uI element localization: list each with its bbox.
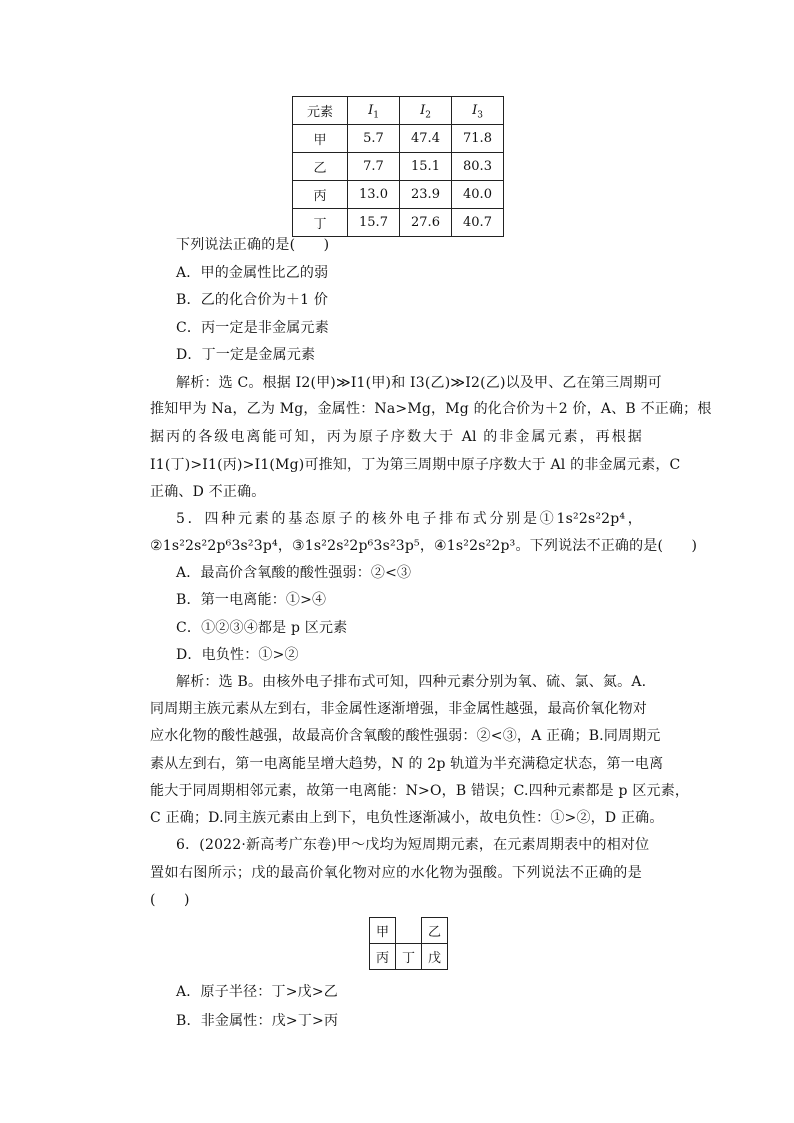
table-row bbox=[293, 181, 504, 209]
table-row bbox=[293, 153, 504, 181]
table-cell: 40.7 bbox=[452, 209, 504, 237]
analysis-line: I1(丁)>I1(丙)>I1(Mg)可推知，丁为第三周期中原子序数大于 Al 的非金属元素，C bbox=[150, 457, 681, 473]
option-a: A．原子半径：丁>戊>乙 bbox=[176, 984, 338, 1000]
table-cell: 80.3 bbox=[452, 153, 504, 181]
table-cell: 丁 bbox=[293, 209, 348, 237]
table-header-cell: $I_3$ bbox=[452, 97, 504, 125]
analysis-line: 解析：选 C。根据 I2(甲)≫I1(甲)和 I3(乙)≫I2(乙)以及甲、乙在第三周期可 bbox=[176, 375, 662, 391]
table-header-row bbox=[293, 97, 504, 125]
grid-row bbox=[370, 918, 448, 944]
grid-cell: 乙 bbox=[422, 918, 448, 944]
analysis-line: 正确、D 不正确。 bbox=[150, 484, 266, 500]
table-cell: 47.4 bbox=[400, 125, 452, 153]
grid-cell: 甲 bbox=[370, 918, 396, 944]
option-a: A．甲的金属性比乙的弱 bbox=[176, 265, 329, 281]
table-cell: 27.6 bbox=[400, 209, 452, 237]
option-b: B．非金属性：戊>丁>丙 bbox=[176, 1013, 339, 1029]
grid-cell: 戊 bbox=[422, 944, 448, 970]
question-5-stem: ②1s²2s²2p⁶3s²3p⁴，③1s²2s²2p⁶3s²3p⁵，④1s²2s²2p³。下列说法不正确的是( ) bbox=[150, 538, 698, 554]
analysis-line: 素从左到右，第一电离能呈增大趋势，N 的 2p 轨道为半充满稳定状态，第一电离 bbox=[150, 756, 664, 772]
table-cell: 23.9 bbox=[400, 181, 452, 209]
table-header-cell: $I_1$ bbox=[348, 97, 400, 125]
question-6-stem: ( ) bbox=[150, 892, 190, 908]
question-4-stem: 下列说法正确的是( ) bbox=[176, 237, 330, 253]
grid-row bbox=[370, 944, 448, 970]
table-cell: 7.7 bbox=[348, 153, 400, 181]
table-header-cell: 元素 bbox=[293, 97, 348, 125]
table-cell: 5.7 bbox=[348, 125, 400, 153]
option-b: B．第一电离能：①>④ bbox=[176, 592, 327, 608]
table-cell: 乙 bbox=[293, 153, 348, 181]
table-row bbox=[293, 209, 504, 237]
grid-cell: 丁 bbox=[396, 944, 422, 970]
analysis-line: C 正确；D.同主族元素由上到下，电负性逐渐减小，故电负性：①>②，D 正确。 bbox=[150, 810, 664, 826]
option-d: D．丁一定是金属元素 bbox=[176, 347, 316, 363]
question-5-stem: 5．四种元素的基态原子的核外电子排布式分别是①1s²2s²2p⁴， bbox=[176, 511, 642, 527]
option-c: C．丙一定是非金属元素 bbox=[176, 320, 329, 336]
table-cell: 71.8 bbox=[452, 125, 504, 153]
ionization-energy-table bbox=[292, 96, 504, 237]
grid-cell-empty bbox=[396, 918, 422, 944]
option-a: A．最高价含氧酸的酸性强弱：②<③ bbox=[176, 565, 412, 581]
table-cell: 甲 bbox=[293, 125, 348, 153]
option-d: D．电负性：①>② bbox=[176, 647, 299, 663]
table-cell: 15.7 bbox=[348, 209, 400, 237]
question-6-stem: 置如右图所示；戊的最高价氧化物对应的水化物为强酸。下列说法不正确的是 bbox=[150, 865, 642, 881]
analysis-line: 解析：选 B。由核外电子排布式可知，四种元素分别为氧、硫、氯、氮。A. bbox=[176, 674, 647, 690]
table-cell: 40.0 bbox=[452, 181, 504, 209]
grid-cell: 丙 bbox=[370, 944, 396, 970]
analysis-line: 应水化物的酸性越强，故最高价含氧酸的酸性强弱：②<③，A 正确；B.同周期元 bbox=[150, 728, 661, 744]
analysis-line: 同周期主族元素从左到右，非金属性逐渐增强，非金属性越强，最高价氧化物对 bbox=[150, 701, 647, 717]
analysis-line: 能大于同周期相邻元素，故第一电离能：N>O，B 错误；C.四种元素都是 p 区元素， bbox=[150, 783, 690, 799]
analysis-line: 推知甲为 Na，乙为 Mg，金属性：Na>Mg，Mg 的化合价为＋2 价，A、B 不正确；根 bbox=[150, 401, 712, 417]
option-c: C．①②③④都是 p 区元素 bbox=[176, 620, 348, 636]
table-row bbox=[293, 125, 504, 153]
question-6-stem: 6．(2022·新高考广东卷)甲～戊均为短周期元素，在元素周期表中的相对位 bbox=[176, 837, 650, 853]
table-header-cell: $I_2$ bbox=[400, 97, 452, 125]
table-cell: 13.0 bbox=[348, 181, 400, 209]
table-cell: 丙 bbox=[293, 181, 348, 209]
analysis-line: 据丙的各级电离能可知，丙为原子序数大于 Al 的非金属元素，再根据 bbox=[150, 429, 642, 445]
periodic-position-grid bbox=[369, 917, 448, 970]
table-cell: 15.1 bbox=[400, 153, 452, 181]
option-b: B．乙的化合价为＋1 价 bbox=[176, 292, 329, 308]
